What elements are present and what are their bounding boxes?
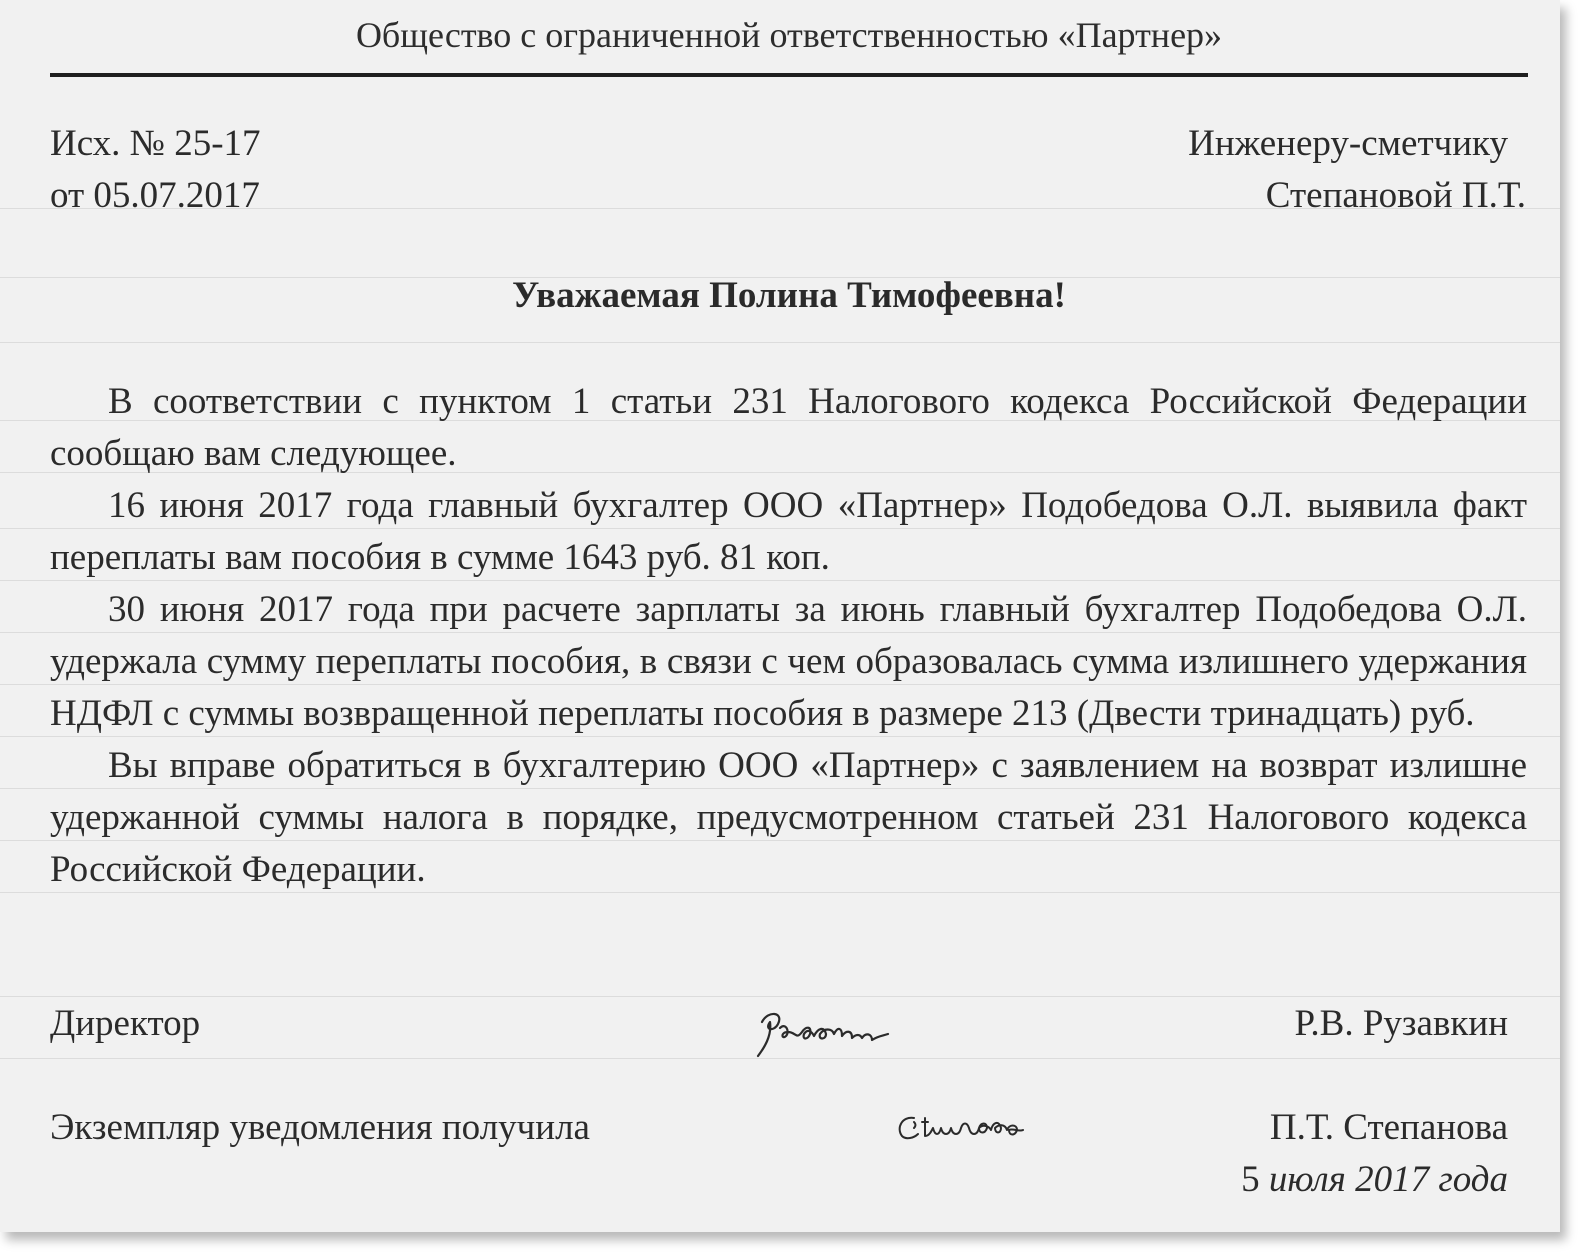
body-paragraph: Вы вправе обратиться в бухгалтерию ООО «Партнер» с заявлением на возврат излишне удержанной суммы налога в порядке, предусмотренном статьей 231 Налогового кодекса Российской Федерации. bbox=[50, 745, 1527, 890]
receipt-label: Экземпляр уведомления получила bbox=[50, 1107, 590, 1148]
body-paragraph: 16 июня 2017 года главный бухгалтер ООО «Партнер» Подобедова О.Л. выявила факт переплаты вам пособия в сумме 1643 руб. 81 коп. bbox=[50, 485, 1527, 578]
recipient-name: П.Т. Степанова bbox=[1269, 1107, 1508, 1148]
receipt-date-day: 5 bbox=[1241, 1159, 1260, 1200]
letter-body bbox=[50, 376, 1527, 896]
receipt-date bbox=[1241, 1154, 1508, 1206]
receipt-date-rest: июля 2017 года bbox=[1268, 1159, 1508, 1200]
director-title: Директор bbox=[50, 1003, 201, 1044]
body-paragraph: В соответствии с пунктом 1 статьи 231 Налогового кодекса Российской Федерации сообщаю вам следующее. bbox=[50, 381, 1527, 474]
ruling-line bbox=[0, 996, 1560, 997]
addressee-name: Степановой П.Т. bbox=[1265, 175, 1526, 216]
organization-name: Общество с ограниченной ответственностью «Партнер» bbox=[355, 15, 1223, 55]
outgoing-date: от 05.07.2017 bbox=[50, 175, 260, 216]
ruling-line bbox=[0, 342, 1560, 343]
outgoing-number: Исх. № 25-17 bbox=[50, 123, 261, 164]
header-rule bbox=[50, 73, 1528, 77]
director-name: Р.В. Рузавкин bbox=[1294, 1003, 1508, 1044]
addressee-position: Инженеру-сметчику bbox=[1188, 123, 1508, 164]
recipient-signature bbox=[892, 1108, 1078, 1148]
director-signature bbox=[750, 1000, 920, 1062]
body-paragraph: 30 июня 2017 года при расчете зарплаты за июнь главный бухгалтер Подобедова О.Л. удержала сумму переплаты пособия, в связи с чем образовалась сумма излишнего удержания НДФЛ с суммы возвращенной переплаты пособия в размере 213 (Двести тринадцать) руб. bbox=[50, 589, 1527, 734]
greeting: Уважаемая Полина Тимофеевна! bbox=[512, 275, 1066, 316]
